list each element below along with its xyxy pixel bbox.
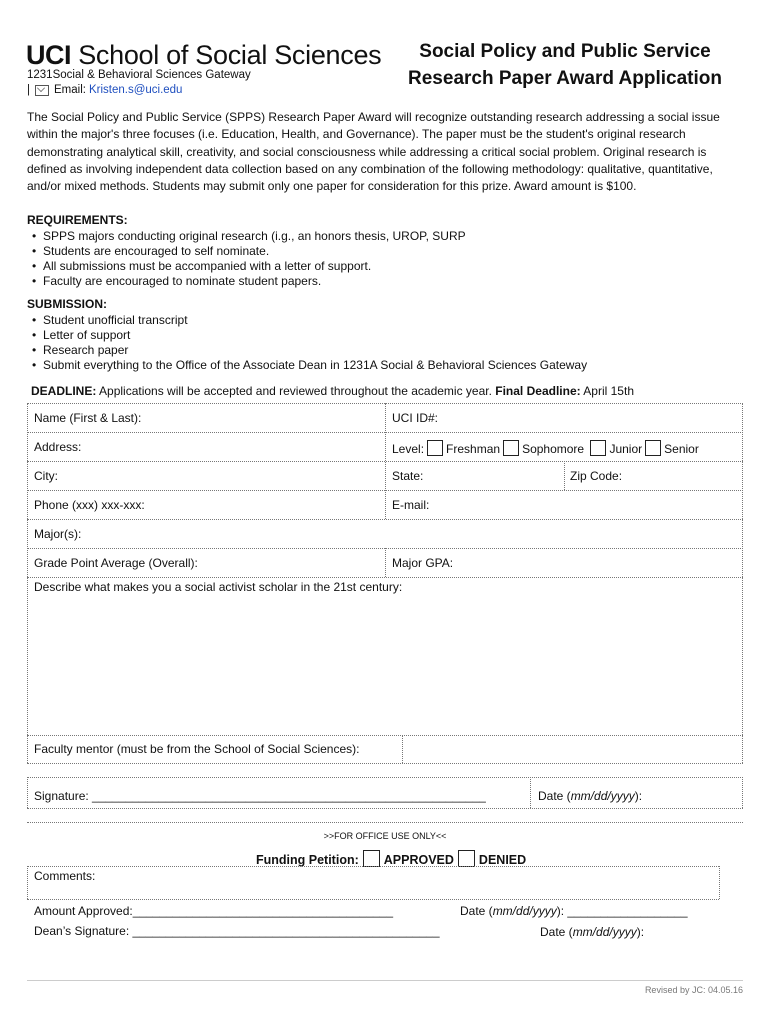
date-suffix: ): <box>634 789 643 803</box>
deadline-text: Applications will be accepted and reviewed throughout the academic year. <box>99 384 492 398</box>
address-field[interactable]: Address: <box>34 440 82 454</box>
submission-section <box>27 297 737 373</box>
level-group <box>392 440 699 456</box>
describe-field[interactable]: Describe what makes you a social activist scholar in the 21st century: <box>34 580 403 594</box>
amount-date-field[interactable] <box>460 904 688 918</box>
page-title <box>385 38 745 92</box>
majors-field[interactable]: Major(s): <box>34 527 82 541</box>
list-item: • Students are encouraged to self nominate. <box>27 244 727 259</box>
requirements-heading: REQUIREMENTS: <box>27 213 128 227</box>
requirements-list <box>27 229 727 289</box>
list-item: • Student unofficial transcript <box>27 313 737 328</box>
date-prefix: Date ( <box>540 925 573 939</box>
requirements-section <box>27 213 727 289</box>
final-deadline-label: Final Deadline: <box>495 384 581 398</box>
list-item: • Research paper <box>27 343 737 358</box>
checkbox-approved[interactable] <box>363 850 380 867</box>
date-suffix: ): <box>636 925 645 939</box>
checkbox-freshman[interactable] <box>427 440 443 456</box>
state-field[interactable]: State: <box>392 469 424 483</box>
submission-heading: SUBMISSION: <box>27 297 108 311</box>
email-field[interactable]: E-mail: <box>392 498 430 512</box>
funding-label: Funding Petition: <box>256 853 359 867</box>
title-line-2: Research Paper Award Application <box>408 68 722 89</box>
office-use-banner: >>FOR OFFICE USE ONLY<< <box>323 831 447 841</box>
checkbox-denied[interactable] <box>458 850 475 867</box>
date-suffix: ): __________________ <box>556 904 688 918</box>
phone-field[interactable]: Phone (xxx) xxx-xxx: <box>34 498 145 512</box>
level-sophomore-label: Sophomore <box>522 442 585 456</box>
intro-paragraph: The Social Policy and Public Service (SPPS) Research Paper Award will recognize outstanding research addressing a social issue within the major's three focuses (i.e. Education, Health, and Governance). The paper must be the student's original research demonstrating analytical skill, creativity, and social consciousness while addressing a critical social problem. Original research is defined as involving independent data collection based on any combination of the following methodology: qualitative, quantitative, and/or mixed methods. Students may submit only one paper for consideration for this prize. Award amount is $100. <box>27 110 720 194</box>
signature-field[interactable]: Signature: ___________________________________________________________ <box>34 789 486 803</box>
city-field[interactable]: City: <box>34 469 58 483</box>
major-gpa-field[interactable]: Major GPA: <box>392 556 454 570</box>
email-link[interactable]: Kristen.s@uci.edu <box>88 84 183 96</box>
contact-email <box>27 84 182 96</box>
logo-uci: UCI <box>26 40 71 70</box>
gpa-field[interactable]: Grade Point Average (Overall): <box>34 556 198 570</box>
approved-label: APPROVED <box>383 853 454 867</box>
checkbox-junior[interactable] <box>590 440 606 456</box>
date-format: mm/dd/yyyy <box>492 904 557 918</box>
list-item: • Letter of support <box>27 328 737 343</box>
name-field[interactable]: Name (First & Last): <box>34 411 142 425</box>
school-logo <box>26 40 381 71</box>
final-deadline-date: April 15th <box>583 384 634 398</box>
checkbox-senior[interactable] <box>645 440 661 456</box>
date-format: mm/dd/yyyy <box>570 789 635 803</box>
list-item: • All submissions must be accompanied with a letter of support. <box>27 259 727 274</box>
amount-approved-field[interactable]: Amount Approved:_______________________________________ <box>34 904 394 918</box>
denied-label: DENIED <box>478 853 527 867</box>
deadline-label: DEADLINE: <box>31 384 97 398</box>
uci-id-field[interactable]: UCI ID#: <box>392 411 439 425</box>
dean-signature-field[interactable]: Dean’s Signature: ______________________________________________ <box>34 924 440 938</box>
deadline-line <box>31 384 634 398</box>
logo-school-name: School of Social Sciences <box>78 40 382 70</box>
office-address: 1231Social & Behavioral Sciences Gateway <box>27 69 251 81</box>
date-prefix: Date ( <box>460 904 493 918</box>
revised-note: Revised by JC: 04.05.16 <box>644 985 743 995</box>
signature-date-field[interactable] <box>538 789 642 803</box>
checkbox-sophomore[interactable] <box>503 440 519 456</box>
level-label: Level: <box>392 442 425 456</box>
date-prefix: Date ( <box>538 789 571 803</box>
email-prefix: | <box>27 84 30 96</box>
faculty-mentor-field[interactable]: Faculty mentor (must be from the School of Social Sciences): <box>34 742 360 756</box>
dean-date-field[interactable] <box>540 925 644 939</box>
funding-petition <box>256 850 526 867</box>
title-line-1: Social Policy and Public Service <box>419 41 711 62</box>
list-item: • SPPS majors conducting original research (i.g., an honors thesis, UROP, SURP <box>27 229 727 244</box>
level-freshman-label: Freshman <box>446 442 501 456</box>
footer-divider <box>27 980 743 981</box>
list-item: • Faculty are encouraged to nominate student papers. <box>27 274 727 289</box>
level-senior-label: Senior <box>664 442 699 456</box>
level-junior-label: Junior <box>609 442 643 456</box>
comments-field[interactable]: Comments: <box>34 869 96 883</box>
date-format: mm/dd/yyyy <box>572 925 637 939</box>
list-item: • Submit everything to the Office of the Associate Dean in 1231A Social & Behavioral Sciences Gateway <box>27 358 737 373</box>
mail-icon <box>35 85 49 96</box>
zip-field[interactable]: Zip Code: <box>570 469 623 483</box>
email-label: Email: <box>54 84 86 96</box>
submission-list <box>27 313 737 373</box>
